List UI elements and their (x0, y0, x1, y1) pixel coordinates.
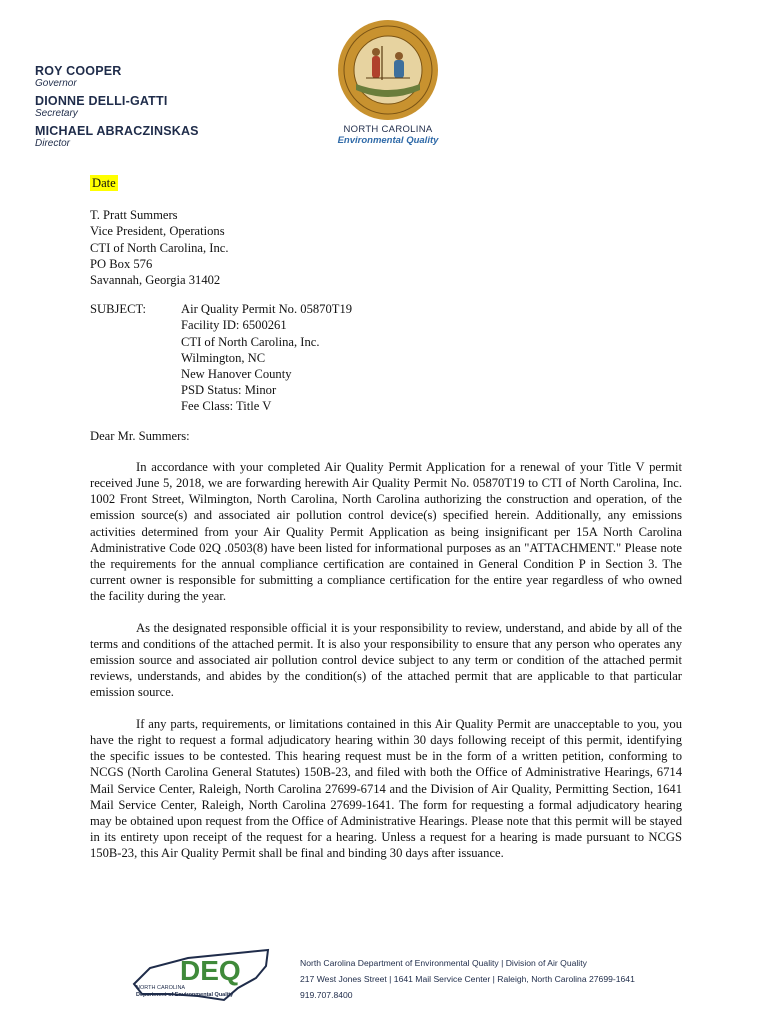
subject-line: PSD Status: Minor (181, 383, 277, 398)
salutation: Dear Mr. Summers: (90, 428, 190, 443)
deq-logo-sub2: Department of Environmental Quality (136, 992, 234, 998)
footer-address (300, 955, 635, 1003)
recipient-address (90, 207, 682, 288)
subject-block (90, 301, 682, 414)
body-paragraph: If any parts, requirements, or limitations contained in this Air Quality Permit are unacceptable to you, you have the right to request a formal adjudicatory hearing within 30 days following receipt of this permit, identifying the specific issues to be contested. This hearing request must be in the form of a written petition, conforming to NCGS (North Carolina General Statutes) 150B-23, and filed with both the Office of Administrative Hearings, 6714 Mail Service Center, Raleigh, North Carolina 27699-6714 and the Division of Air Quality, Permitting Section, 1641 Mail Service Center, Raleigh, North Carolina 27699-1641. The form for requesting a formal adjudicatory hearing may be obtained upon request from the Office of Administrative Hearings. Please note that this permit will be stayed in its entirety upon receipt of the request for a hearing. Unless a request for a hearing is made pursuant to NCGS 150B-23, this Air Quality Permit shall be final and binding 30 days after issuance. (90, 716, 682, 861)
deq-logo-text: DEQ (180, 955, 241, 986)
subject-label: SUBJECT: (90, 302, 147, 317)
recipient-line: T. Pratt Summers (90, 208, 178, 223)
recipient-line: Savannah, Georgia 31402 (90, 273, 221, 288)
agency-line1: NORTH CAROLINA (343, 124, 433, 135)
footer-phone: 919.707.8400 (300, 990, 353, 1000)
subject-line: Facility ID: 6500261 (181, 318, 287, 333)
subject-line: New Hanover County (181, 367, 292, 382)
subject-line: Wilmington, NC (181, 350, 266, 365)
subject-line: CTI of North Carolina, Inc. (181, 334, 320, 349)
recipient-line: PO Box 576 (90, 256, 153, 271)
body-paragraph: As the designated responsible official it is your responsibility to review, understand, and abide by all of the terms and conditions of the attached permit. It is also your responsibility to ensure that any person who operates any emission source and associated air pollution control device subject to any term or condition of the attached permit reviews, understands, and abides by the condition(s) of the attached permit that are applicable to that particular emission source. (90, 620, 682, 700)
footer-line2: 217 West Jones Street | 1641 Mail Service Center | Raleigh, North Carolina 27699-1641 (300, 974, 635, 984)
official-governor (35, 64, 199, 89)
official-title: Secretary (35, 108, 78, 119)
recipient-line: CTI of North Carolina, Inc. (90, 240, 229, 255)
footer-line1: North Carolina Department of Environmental Quality | Division of Air Quality (300, 958, 587, 968)
subject-line: Fee Class: Title V (181, 399, 272, 414)
agency-line2: Environmental Quality (337, 135, 439, 146)
recipient-line: Vice President, Operations (90, 224, 225, 239)
official-title: Director (35, 138, 71, 149)
official-name: DIONNE DELLI-GATTI (35, 94, 168, 108)
deq-logo-sub1: NORTH CAROLINA (136, 985, 186, 991)
letterhead-officials (35, 64, 199, 154)
official-director (35, 124, 199, 149)
state-seal (336, 18, 440, 122)
letter-date: Date (92, 176, 116, 190)
subject-lines (181, 301, 352, 414)
official-title: Governor (35, 78, 77, 89)
letter-body (90, 175, 682, 862)
subject-line: Air Quality Permit No. 05870T19 (181, 302, 353, 317)
deq-logo (128, 944, 288, 1006)
official-name: MICHAEL ABRACZINSKAS (35, 124, 199, 138)
body-paragraph: In accordance with your completed Air Quality Permit Application for a renewal of your Title V permit received June 5, 2018, we are forwarding herewith Air Quality Permit No. 05870T19 to CTI of North Carolina, Inc. 1002 Front Street, Wilmington, North Carolina, North Carolina authorizing the construction and operation, of the emission source(s) and associated air pollution control device(s) specified herein. Additionally, any emissions activities determined from your Air Quality Permit Application as being insignificant per 15A North Carolina Administrative Code 02Q .0503(8) have been listed for informational purposes as an "ATTACHMENT." Please note the requirements for the annual compliance certification are contained in General Condition P in Section 3. The current owner is responsible for submitting a compliance certification for the entire year regardless of who owned the facility during the year. (90, 459, 682, 604)
official-name: ROY COOPER (35, 64, 122, 78)
official-secretary (35, 94, 199, 119)
agency-label (336, 124, 440, 146)
